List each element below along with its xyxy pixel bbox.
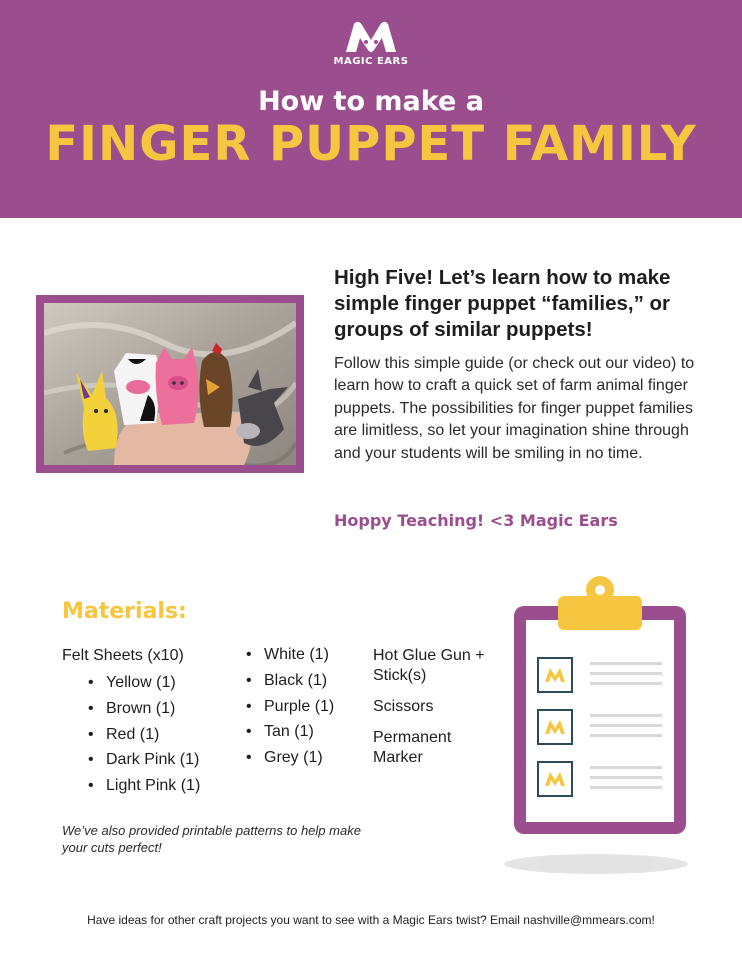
list-item xyxy=(84,696,200,722)
bullet: • xyxy=(246,723,252,741)
puppet-photo xyxy=(36,295,304,473)
bullet: • xyxy=(88,674,94,691)
list-item-label: Red (1) xyxy=(106,725,160,743)
material-item: Hot Glue Gun + Stick(s) xyxy=(373,647,485,684)
list-item-label: White (1) xyxy=(264,646,329,663)
patterns-note: We’ve also provided printable patterns to help make your cuts perfect! xyxy=(62,823,361,855)
list-item-label: Tan (1) xyxy=(264,723,314,741)
list-item-label: Light Pink (1) xyxy=(106,777,201,795)
bullet: • xyxy=(246,749,252,767)
list-item-label: Brown (1) xyxy=(106,699,176,717)
clipboard-checklist-icon xyxy=(500,572,700,877)
list-item-label: Yellow (1) xyxy=(106,674,176,691)
intro-body: Follow this simple guide (or check out our video) to learn how to craft a quick set of farm animal finger puppets. The possibilities for finger puppet families are limitless, so let your imagination shine through and your students will be smiling in no time. xyxy=(334,355,695,462)
list-item xyxy=(242,668,334,694)
materials-column-3 xyxy=(373,646,503,779)
bullet: • xyxy=(246,697,252,715)
magic-ears-logo xyxy=(0,20,742,67)
list-item xyxy=(242,745,334,771)
title-line-1: How to make a xyxy=(258,86,484,117)
list-item xyxy=(84,670,200,696)
list-item xyxy=(84,747,200,773)
list-item xyxy=(242,642,334,668)
list-item xyxy=(242,719,334,745)
bullet: • xyxy=(246,646,252,663)
list-item-label: Grey (1) xyxy=(264,749,323,767)
bullet: • xyxy=(246,671,252,689)
felt-colors-list-2 xyxy=(242,642,334,771)
materials-title: Materials: xyxy=(62,599,187,624)
footer-text: Have ideas for other craft projects you want to see with a Magic Ears twist? Email nashville@mmears.com! xyxy=(87,913,655,927)
signoff: Hoppy Teaching! <3 Magic Ears xyxy=(334,511,618,530)
material-item: Scissors xyxy=(373,698,434,715)
list-item xyxy=(84,773,200,799)
materials-column-2 xyxy=(242,646,334,771)
bullet: • xyxy=(88,777,94,795)
list-item-label: Black (1) xyxy=(264,671,328,689)
materials-column-1 xyxy=(62,646,200,799)
material-item: Permanent Marker xyxy=(373,729,452,766)
bullet: • xyxy=(88,725,94,743)
list-item-label: Dark Pink (1) xyxy=(106,751,200,769)
logo-text: MAGIC EARS xyxy=(333,56,409,67)
header-banner xyxy=(0,0,742,218)
magic-ears-logo-icon xyxy=(342,20,400,54)
list-item xyxy=(242,694,334,720)
list-item xyxy=(84,722,200,748)
finger-puppets-image xyxy=(44,303,296,465)
felt-sheets-heading: Felt Sheets (x10) xyxy=(62,647,184,664)
clipboard-illustration xyxy=(500,572,700,877)
intro-heading: High Five! Let’s learn how to make simple finger puppet “families,” or groups of similar puppets! xyxy=(334,266,671,341)
felt-colors-list-1 xyxy=(84,670,200,799)
bullet: • xyxy=(88,699,94,717)
bullet: • xyxy=(88,751,94,769)
page-title: FINGER PUPPET FAMILY xyxy=(45,116,697,172)
list-item-label: Purple (1) xyxy=(264,697,335,715)
